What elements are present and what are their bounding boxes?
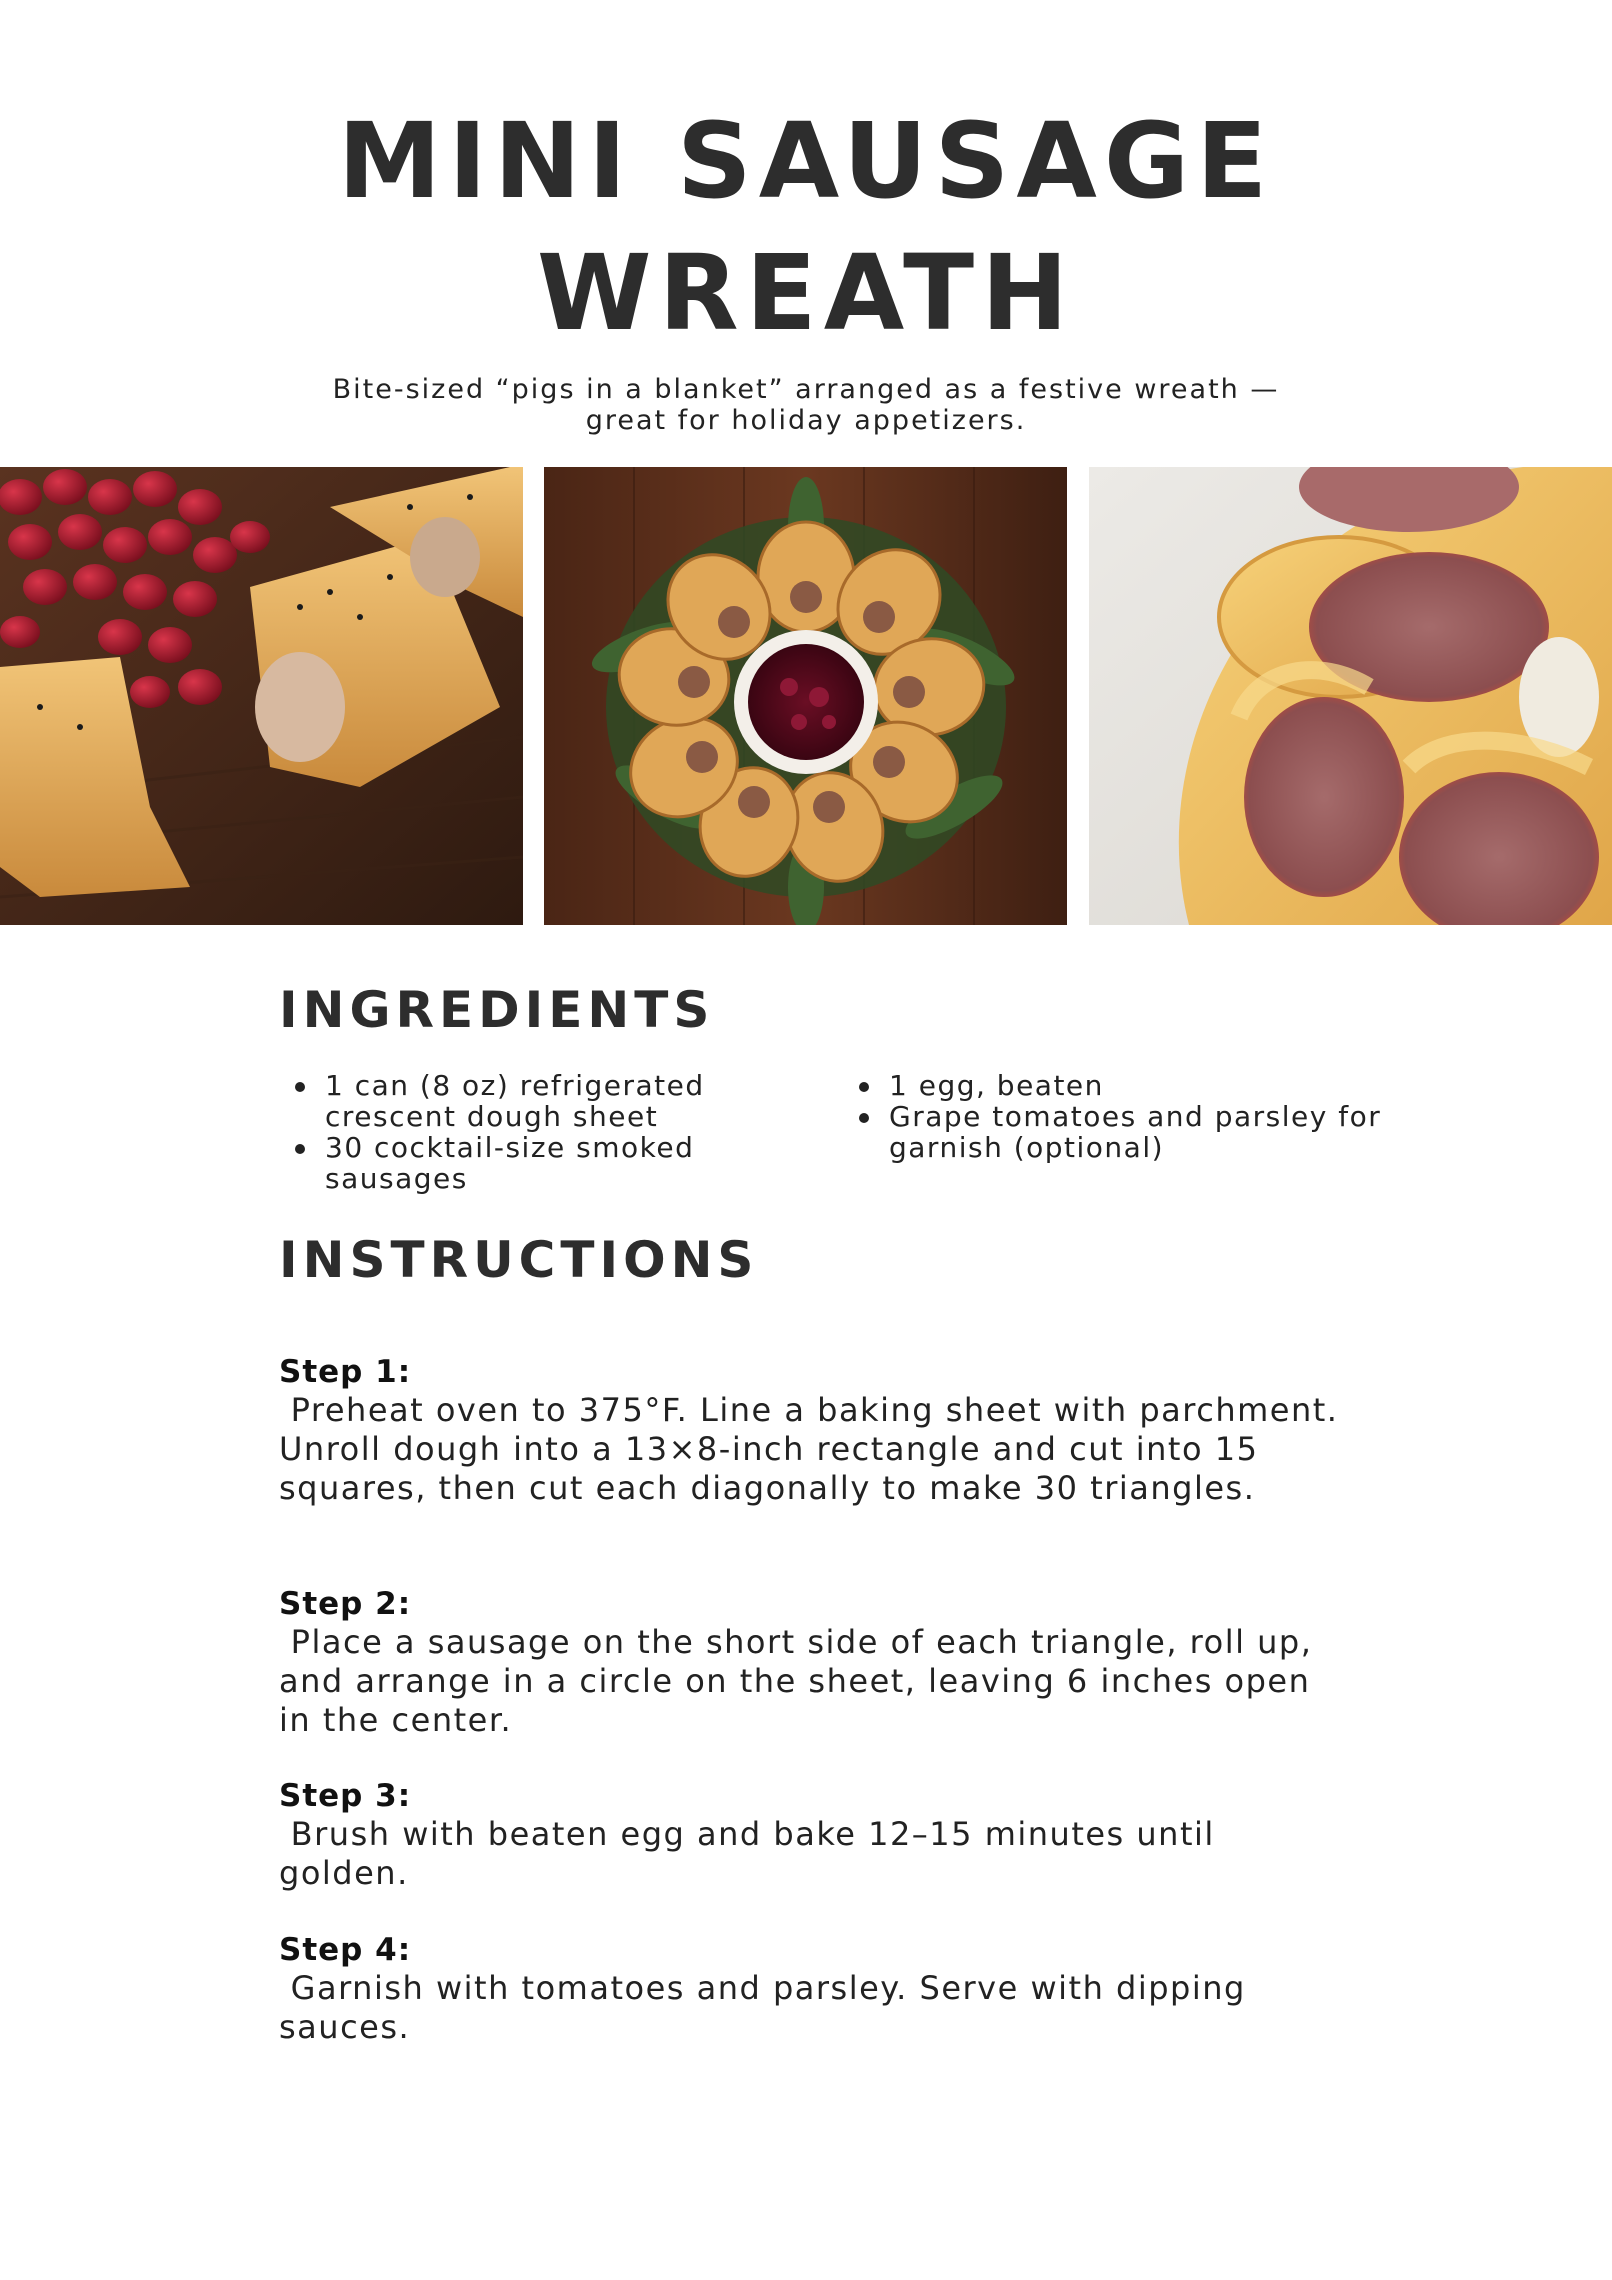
step-text: Brush with beaten egg and bake 12–15 minutes until golden. [279,1815,1227,1892]
step-2 [279,1585,1339,1740]
photo-sausage-closeup [1089,467,1612,925]
subtitle-line-2: great for holiday appetizers. [585,405,1027,436]
ingredient-item: 1 can (8 oz) refrigerated crescent dough sheet [325,1070,785,1132]
title-line-1: MINI SAUSAGE [337,100,1275,222]
step-label: Step 3: [279,1778,412,1814]
step-text: Preheat oven to 375°F. Line a baking sheet with parchment. Unroll dough into a 13×8-inch rectangle and cut into 15 squares, then cut each diagonally to make 30 triangles. [279,1391,1351,1507]
ingredient-item: Grape tomatoes and parsley for garnish (optional) [889,1101,1409,1163]
ingredients-heading: INGREDIENTS [279,981,715,1039]
subtitle-line-1: Bite-sized “pigs in a blanket” arranged as a festive wreath — [332,374,1280,405]
step-label: Step 4: [279,1932,412,1968]
page-subtitle [330,374,1282,436]
step-label: Step 2: [279,1586,412,1622]
step-4 [279,1931,1339,2047]
page-title [0,95,1612,359]
ingredient-item: 1 egg, beaten [889,1070,1409,1101]
step-text: Place a sausage on the short side of each triangle, roll up, and arrange in a circle on the sheet, leaving 6 inches open in the center. [279,1623,1325,1739]
step-text: Garnish with tomatoes and parsley. Serve with dipping sauces. [279,1969,1258,2046]
step-label: Step 1: [279,1354,412,1390]
photo-sausage-wreath [544,467,1067,925]
ingredients-list-left [279,1070,785,1194]
ingredients-list-right [843,1070,1409,1163]
photo-sausage-rolls-cranberries [0,467,523,925]
instructions-heading: INSTRUCTIONS [279,1231,759,1289]
step-1 [279,1353,1351,1508]
ingredient-item: 30 cocktail-size smoked sausages [325,1132,785,1194]
title-line-2: WREATH [536,232,1076,354]
step-3 [279,1777,1339,1893]
